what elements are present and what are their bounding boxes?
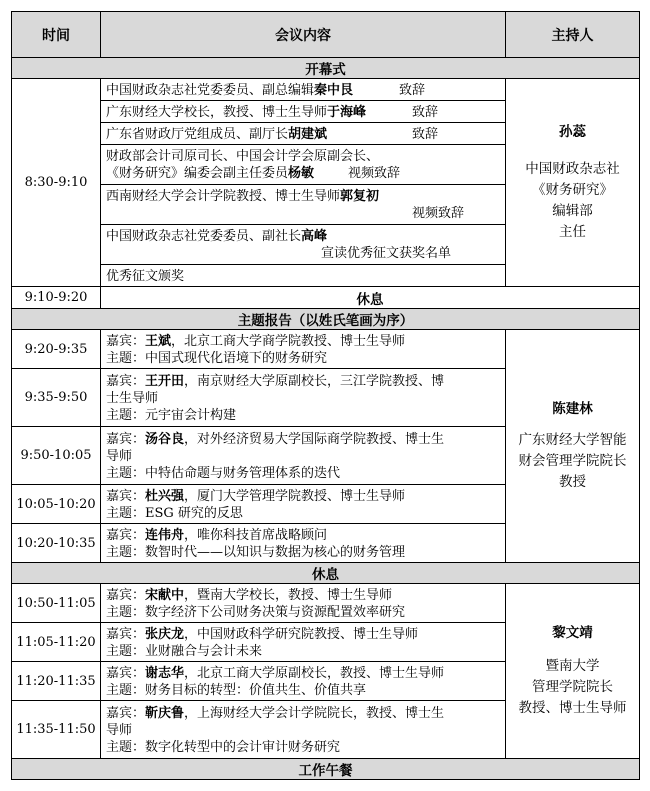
talk-cell: 嘉宾：汤谷良，对外经济贸易大学国际商学院教授、博士生 导师 主题：中特估命题与财务管理体系的迭代 xyxy=(101,427,506,485)
section-break xyxy=(12,563,640,584)
section-title: 主题报告（以姓氏笔画为序） xyxy=(12,309,640,330)
section-title: 开幕式 xyxy=(12,58,640,79)
talk-cell: 嘉宾：谢志华，北京工商大学原副校长，教授、博士生导师 主题：财务目标的转型：价值共生、价值共享 xyxy=(101,662,506,701)
guest-name: 汤谷良 xyxy=(145,431,185,447)
host-line: 主任 xyxy=(559,224,586,240)
talk-cell: 嘉宾：靳庆鲁，上海财经大学会计学院院长，教授、博士生 导师 主题：数字化转型中的会计审计财务研究 xyxy=(101,701,506,759)
guest-name: 连伟舟 xyxy=(145,527,185,543)
time-cell: 9:35-9:50 xyxy=(12,369,101,427)
host-cell xyxy=(506,79,640,287)
header-time: 时间 xyxy=(12,12,101,58)
opening-item: 西南财经大学会计学院教授、博士生导师郭复初 视频致辞 xyxy=(101,185,506,225)
talk-row xyxy=(12,330,640,369)
talk-topic: ESG 研究的反思 xyxy=(145,505,243,521)
section-keynote xyxy=(12,309,640,330)
time-cell: 8:30-9:10 xyxy=(12,79,101,287)
guest-name: 杜兴强 xyxy=(145,488,185,504)
talk-topic: 数字化转型中的会计审计财务研究 xyxy=(145,739,341,755)
talk-topic: 财务目标的转型：价值共生、价值共享 xyxy=(145,682,367,698)
talk-topic: 中特估命题与财务管理体系的迭代 xyxy=(145,465,341,481)
host-cell xyxy=(506,584,640,759)
host-name: 黎文靖 xyxy=(552,625,593,641)
speaker-name: 秦中艮 xyxy=(314,82,354,98)
host-line: 《财务研究》 xyxy=(532,182,613,198)
host-cell xyxy=(506,330,640,563)
guest-name: 宋献中 xyxy=(145,587,185,603)
opening-item: 广东财经大学校长，教授、博士生导师于海峰 致辞 xyxy=(101,101,506,123)
section-opening xyxy=(12,58,640,79)
time-cell: 11:20-11:35 xyxy=(12,662,101,701)
opening-item: 广东省财政厅党组成员、副厅长胡建斌 致辞 xyxy=(101,123,506,145)
opening-item: 财政部会计司原司长、中国会计学会原副会长、 《财务研究》编委会副主任委员杨敏 视频致辞 xyxy=(101,145,506,185)
host-line: 中国财政杂志社 xyxy=(525,161,620,177)
time-cell: 11:05-11:20 xyxy=(12,623,101,662)
talk-row xyxy=(12,584,640,623)
guest-name: 王开田 xyxy=(145,373,185,389)
host-line: 暨南大学 xyxy=(545,658,600,674)
header-host: 主持人 xyxy=(506,12,640,58)
talk-cell: 嘉宾：杜兴强，厦门大学管理学院教授、博士生导师 主题：ESG 研究的反思 xyxy=(101,485,506,524)
host-line: 教授、博士生导师 xyxy=(518,700,627,716)
guest-name: 张庆龙 xyxy=(145,626,185,642)
time-cell: 9:20-9:35 xyxy=(12,330,101,369)
talk-cell: 嘉宾：王开田，南京财经大学原副校长，三江学院教授、博 士生导师 主题：元宇宙会计构建 xyxy=(101,369,506,427)
guest-name: 靳庆鲁 xyxy=(145,705,185,721)
agenda-table xyxy=(11,11,640,780)
time-cell: 9:10-9:20 xyxy=(12,287,101,309)
host-line: 广东财经大学智能 xyxy=(518,432,627,448)
talk-topic: 数智时代——以知识与数据为核心的财务管理 xyxy=(145,544,406,560)
speaker-name: 于海峰 xyxy=(327,104,367,120)
time-cell: 9:50-10:05 xyxy=(12,427,101,485)
break-label: 休息 xyxy=(101,287,640,309)
host-line: 教授 xyxy=(559,474,586,490)
lunch-label: 工作午餐 xyxy=(12,759,640,780)
host-name: 陈建林 xyxy=(552,401,593,417)
talk-cell: 嘉宾：张庆龙，中国财政科学研究院教授、博士生导师 主题：业财融合与会计未来 xyxy=(101,623,506,662)
talk-topic: 业财融合与会计未来 xyxy=(145,643,263,659)
talk-topic: 元宇宙会计构建 xyxy=(145,407,237,423)
guest-name: 王斌 xyxy=(145,333,172,349)
speaker-name: 郭复初 xyxy=(340,189,380,204)
opening-item: 优秀征文颁奖 xyxy=(101,265,506,287)
guest-name: 谢志华 xyxy=(145,665,185,681)
opening-item: 中国财政杂志社党委委员、副社长高峰 宣读优秀征文获奖名单 xyxy=(101,225,506,265)
time-cell: 10:05-10:20 xyxy=(12,485,101,524)
talk-cell: 嘉宾：王斌，北京工商大学商学院教授、博士生导师 主题：中国式现代化语境下的财务研究 xyxy=(101,330,506,369)
host-name: 孙蕊 xyxy=(559,124,586,140)
talk-cell: 嘉宾：宋献中，暨南大学校长，教授、博士生导师 主题：数字经济下公司财务决策与资源配置效率研究 xyxy=(101,584,506,623)
opening-row xyxy=(12,79,640,101)
host-line: 编辑部 xyxy=(552,203,593,219)
host-line: 财会管理学院院长 xyxy=(518,453,627,469)
opening-item: 中国财政杂志社党委委员、副总编辑秦中艮 致辞 xyxy=(101,79,506,101)
time-cell: 11:35-11:50 xyxy=(12,701,101,759)
speaker-name: 胡建斌 xyxy=(288,126,328,142)
header-row xyxy=(12,12,640,58)
break-label: 休息 xyxy=(12,563,640,584)
host-line: 管理学院院长 xyxy=(532,679,613,695)
speaker-name: 高峰 xyxy=(301,229,328,244)
time-cell: 10:20-10:35 xyxy=(12,524,101,563)
header-content: 会议内容 xyxy=(101,12,506,58)
section-lunch xyxy=(12,759,640,780)
talk-topic: 中国式现代化语境下的财务研究 xyxy=(145,350,328,366)
speaker-name: 杨敏 xyxy=(288,166,315,181)
talk-topic: 数字经济下公司财务决策与资源配置效率研究 xyxy=(145,604,406,620)
time-cell: 10:50-11:05 xyxy=(12,584,101,623)
talk-cell: 嘉宾：连伟舟，唯你科技首席战略顾问 主题：数智时代——以知识与数据为核心的财务管理 xyxy=(101,524,506,563)
break-row xyxy=(12,287,640,309)
